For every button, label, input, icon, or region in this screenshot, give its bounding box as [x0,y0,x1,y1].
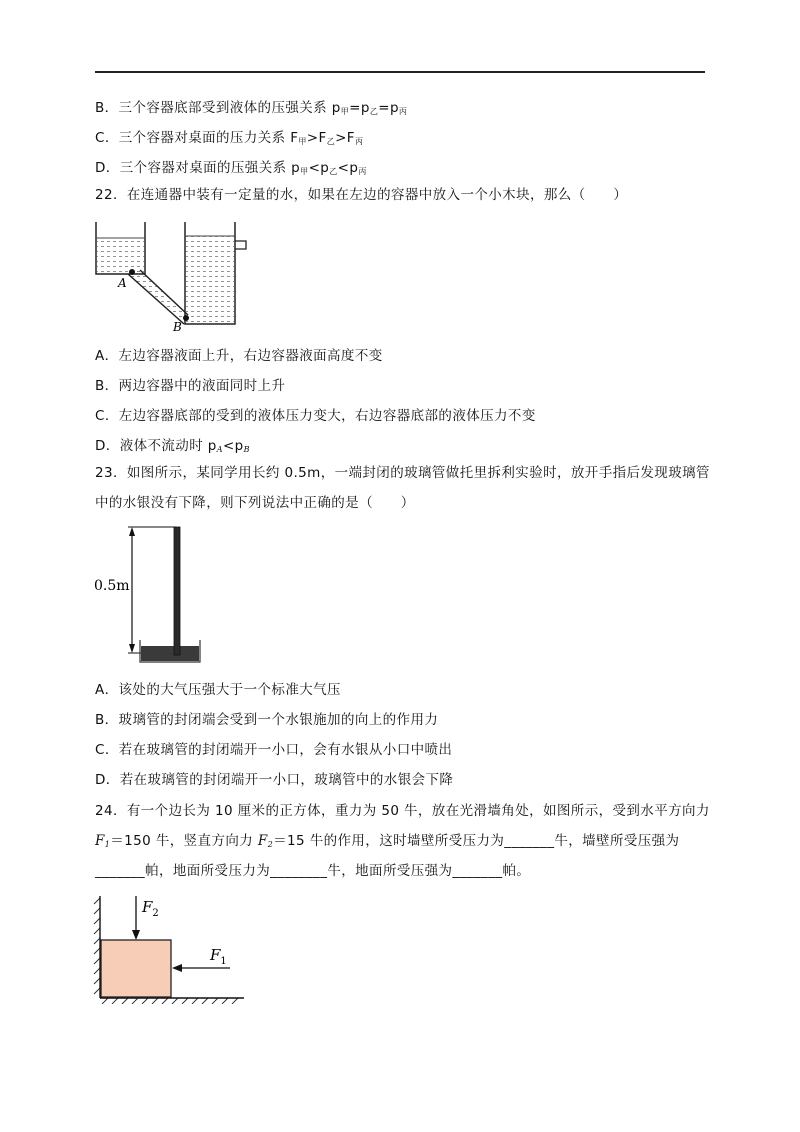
q21-option-c: C．三个容器对桌面的压力关系 $F_甲>F_乙>F_丙$ [95,130,364,146]
q21-option-b: B．三个容器底部受到液体的压强关系 $p_甲=p_乙=p_丙$ [95,100,408,116]
q24-line3: _______帕，地面所受压力为________牛，地面所受压强为_______帕。 [95,863,531,879]
q22-option-d: D．液体不流动时 $p_A<p_B$ [95,438,250,454]
label-a: A [118,276,127,290]
q22-stem: 22．在连通器中装有一定量的水，如果在左边的容器中放入一个小木块，那么（ ） [95,187,628,203]
q22-option-a: A．左边容器液面上升，右边容器液面高度不变 [95,348,383,364]
q23-option-a: A．该处的大气压强大于一个标准大气压 [95,682,341,698]
header-rule [95,71,705,73]
length-label: 0.5m [94,578,130,594]
q23-stem-line1: 23．如图所示，某同学用长约 0.5m，一端封闭的玻璃管做托里拆利实验时，放开手指后发现玻璃管 [95,465,710,481]
left-container-water [97,238,144,274]
q24-cube-corner-figure [92,892,252,1004]
point-a [129,269,135,275]
trough-mercury [141,646,199,661]
cube [101,940,171,997]
q23-torricelli-figure [92,524,207,666]
floor-hatching [102,998,238,1004]
q22-option-b: B．两边容器中的液面同时上升 [95,378,286,394]
point-b [183,315,189,321]
f2-label: $F_2$ [142,898,159,919]
connecting-tube [128,274,184,324]
q23-option-c: C．若在玻璃管的封闭端开一小口，会有水银从小口中喷出 [95,742,453,758]
q23-option-b: B．玻璃管的封闭端会受到一个水银施加的向上的作用力 [95,712,439,728]
wall-hatching [94,898,100,994]
q21-option-d: D．三个容器对桌面的压强关系 $p_甲<p_乙<p_丙$ [95,160,367,176]
q24-line1: 24．有一个边长为 10 厘米的正方体，重力为 50 牛，放在光滑墙角处，如图所示，受到水平方向力 [95,803,710,819]
label-b: B [173,320,182,334]
q22-connected-vessels-figure [88,214,258,334]
q23-option-d: D．若在玻璃管的封闭端开一小口，玻璃管中的水银会下降 [95,772,454,788]
q24-line2: $F_1=150$ 牛，竖直方向力 $F_2=15$ 牛的作用，这时墙壁所受压力为_______牛，墙壁所受压强为 [95,833,680,849]
right-container-water [186,236,234,324]
q23-stem-line2: 中的水银没有下降，则下列说法中正确的是（ ） [95,495,415,511]
f1-label: $F_1$ [210,946,227,967]
glass-tube [174,527,180,655]
q22-option-c: C．左边容器底部的受到的液体压力变大，右边容器底部的液体压力不变 [95,408,536,424]
